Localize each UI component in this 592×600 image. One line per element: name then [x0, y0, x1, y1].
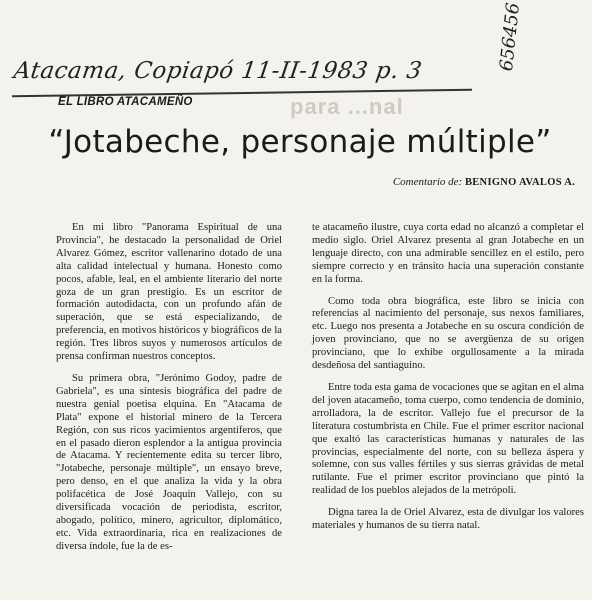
- article-column-left: [56, 222, 282, 563]
- handwritten-source-note: Atacama, Copiapó 11-II-1983 p. 3: [12, 58, 424, 84]
- article-column-right: [312, 222, 584, 542]
- paragraph: Digna tarea la de Oriel Alvarez, esta de divulgar los valores materiales y humanos de su tierra natal.: [312, 507, 584, 532]
- paragraph: te atacameño ilustre, cuya corta edad no alcanzó a completar el medio siglo. Oriel Alvarez presenta al gran Jotabeche en un lenguaje directo, con una admirable sencillez en el estilo, pero siempre correcto y en tránsito hacia una superación constante en la forma.: [312, 222, 584, 285]
- paragraph: En mi libro "Panorama Espiritual de una Provincia", he destacado la personalidad de Oriel Alvarez Gómez, escritor vallenarino dotado de una alta calidad intelectual y humana. Honesto como pocos, afable, leal, en el ambiente literario del norte goza de un gran prestigio. Es un escritor de formación autodidacta, con un profundo afán de superación, que se está especializando, de preferencia, en motivos históricos y biográficos de la región. Tres libros suyos y numerosos artículos de prensa confirman nuestros conceptos.: [56, 222, 282, 363]
- handwritten-archive-code: 656456: [496, 1, 525, 73]
- byline-author: BENIGNO AVALOS A.: [464, 177, 575, 188]
- paragraph: Entre toda esta gama de vocaciones que se agitan en el alma del joven atacameño, toma cuerpo, como tendencia de dominio, arrolladora, la de escritor. Vallejo fue el precursor de la literatura costumbrista en Chile. Fue el primer escritor nacional que exaltó las características humanas y naturales de las provincias, especialmente del norte, con su belleza áspera y solemne, con sus valles fértiles y sus sierras grávidas de metal rutilante. Fue el primer escritor provinciano que pintó la realidad de los pueblos alejados de la metrópoli.: [312, 381, 584, 497]
- paragraph: Como toda obra biográfica, este libro se inicia con referencias al nacimiento del personaje, sus nexos familiares, etc. Luego nos presenta a Jotabeche en su oscura condición de joven provinciano, que no se avergüenza de su origen provinciano, que lo exhibe orgullosamente a la mirada desdeñosa del santiaguino.: [312, 295, 584, 372]
- section-heading: EL LIBRO ATACAMEÑO: [58, 96, 193, 108]
- article-byline: [285, 176, 575, 188]
- article-title: “Jotabeche, personaje múltiple”: [48, 124, 552, 160]
- byline-prefix: Comentario de:: [392, 176, 463, 188]
- paragraph: Su primera obra, "Jerónimo Godoy, padre de Gabriela", es una síntesis biográfica del padre de nuestra genial poetisa elquina. En "Atacama de Plata" expone el historial minero de la Tercera Región, con sus ricos yacimientos argentíferos, que en el pasado dieron esplendor a la antigua provincia de Atacama. Y recientemente edita su tercer libro, "Jotabeche, personaje múltiple", un ensayo breve, pero denso, en el que analiza la vida y la obra polifacética de José Joaquín Vallejo, con su diversificada vocación de periodista, escritor, abogado, político, minero, agricultor, diplomático, etc. Vida extraordinaria, rica en realizaciones de diversa índole, fue la de es-: [56, 372, 282, 552]
- bleed-through-text: para ...nal: [290, 94, 404, 119]
